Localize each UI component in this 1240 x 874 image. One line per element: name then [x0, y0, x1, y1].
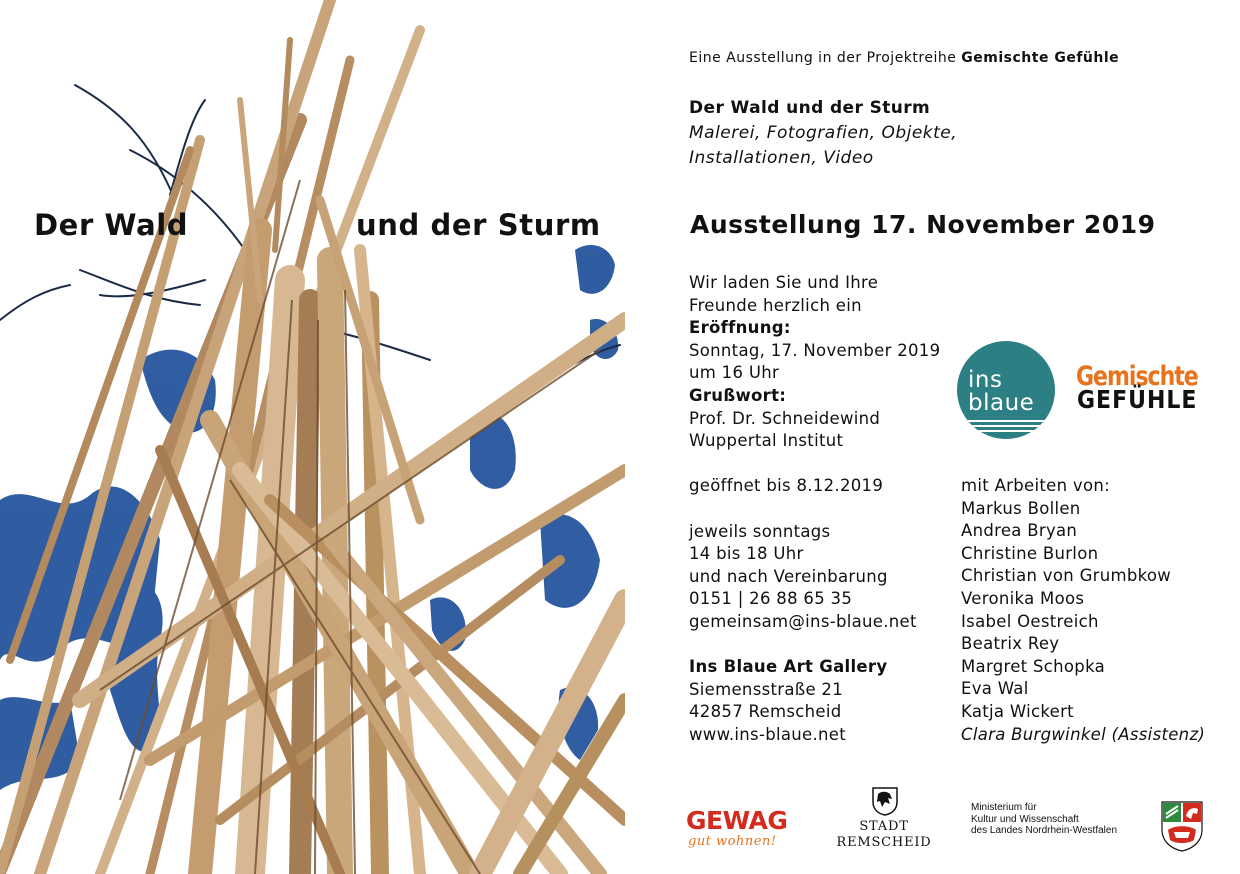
opening-time: um 16 Uhr — [689, 363, 780, 383]
gemischte-gefuehle-logo-bottom: GEFÜHLE — [1077, 386, 1198, 415]
opening-label: Eröffnung: — [689, 318, 791, 338]
artist-name: Christian von Grumbkow — [961, 566, 1172, 586]
greeting-speaker: Prof. Dr. Schneidewind — [689, 408, 881, 428]
artist-name: Margret Schopka — [961, 656, 1106, 676]
artist-name: Eva Wal — [961, 679, 1029, 699]
greeting-label: Grußwort: — [689, 385, 787, 405]
greeting-institute: Wuppertal Institut — [689, 431, 844, 451]
series-name: Gemischte Gefühle — [961, 50, 1120, 66]
gallery-city: 42857 Remscheid — [689, 702, 842, 722]
hours-line: jeweils sonntags — [689, 521, 831, 541]
media-line-2: Installationen, Video — [689, 148, 874, 168]
artist-name: Beatrix Rey — [961, 634, 1060, 654]
nrw-crest-icon — [1160, 800, 1204, 852]
artists-heading: mit Arbeiten von: — [961, 476, 1110, 495]
exhibition-subtitle: Der Wald und der Sturm — [689, 98, 931, 118]
ministry-logo-text — [971, 802, 1117, 837]
remscheid-logo-line2: REMSCHEID — [836, 835, 932, 850]
ministry-line: Ministerium für — [971, 802, 1037, 813]
gallery-name: Ins Blaue Art Gallery — [689, 657, 888, 677]
ministry-line: Kultur und Wissenschaft — [971, 813, 1079, 825]
assistant-name: Clara Burgwinkel (Assistenz) — [961, 724, 1206, 744]
invitation-line: Freunde herzlich ein — [689, 295, 862, 315]
gallery-website-link[interactable]: www.ins-blaue.net — [689, 724, 847, 744]
series-intro — [689, 50, 1119, 66]
artist-name: Veronika Moos — [961, 588, 1085, 608]
artist-name: Isabel Oestreich — [961, 611, 1099, 631]
invitation-line: Wir laden Sie und Ihre — [689, 273, 879, 292]
remscheid-logo-line1: STADT — [859, 819, 909, 834]
cover-title-right: und der Sturm — [356, 208, 601, 242]
artist-name: Katja Wickert — [961, 701, 1074, 721]
stadt-remscheid-logo — [836, 786, 932, 856]
ministry-line: des Landes Nordrhein-Westfalen — [971, 825, 1118, 836]
gallery-street: Siemensstraße 21 — [689, 679, 844, 699]
hours-line: 14 bis 18 Uhr — [689, 544, 804, 564]
spacer — [689, 453, 940, 476]
ins-blaue-logo-line2: blaue — [968, 390, 1035, 416]
exhibition-date-heading: Ausstellung 17. November 2019 — [690, 210, 1156, 239]
spacer — [689, 498, 940, 521]
hours-line: und nach Vereinbarung — [689, 566, 888, 586]
artist-name: Christine Burlon — [961, 543, 1099, 563]
series-intro-prefix: Eine Ausstellung in der Projektreihe — [689, 50, 962, 66]
cover-title-left: Der Wald — [34, 208, 189, 242]
gewag-logo-slogan: gut wohnen! — [688, 834, 777, 849]
logo-wave-line — [957, 425, 1055, 427]
opening-date: Sonntag, 17. November 2019 — [689, 340, 941, 360]
ins-blaue-logo — [957, 341, 1055, 439]
phone-number: 0151 | 26 88 65 35 — [689, 589, 853, 609]
media-line-1: Malerei, Fotografien, Objekte, — [689, 123, 958, 143]
email-link[interactable]: gemeinsam@ins-blaue.net — [689, 611, 917, 631]
gemischte-gefuehle-logo — [1076, 362, 1198, 424]
gewag-logo-name: GEWAG — [686, 806, 788, 835]
ins-blaue-logo-line1: ins — [968, 367, 1003, 393]
spacer — [689, 634, 940, 657]
artist-name: Andrea Bryan — [961, 521, 1078, 541]
gemischte-gefuehle-logo-top: Gemischte — [1076, 362, 1198, 392]
gewag-logo — [686, 806, 806, 858]
info-column — [689, 272, 940, 746]
artists-column — [961, 475, 1205, 746]
artist-name: Markus Bollen — [961, 498, 1081, 518]
logo-wave-line — [957, 420, 1055, 422]
lion-crest-icon — [871, 786, 899, 816]
open-until: geöffnet bis 8.12.2019 — [689, 476, 884, 496]
logo-wave-line — [957, 430, 1055, 432]
